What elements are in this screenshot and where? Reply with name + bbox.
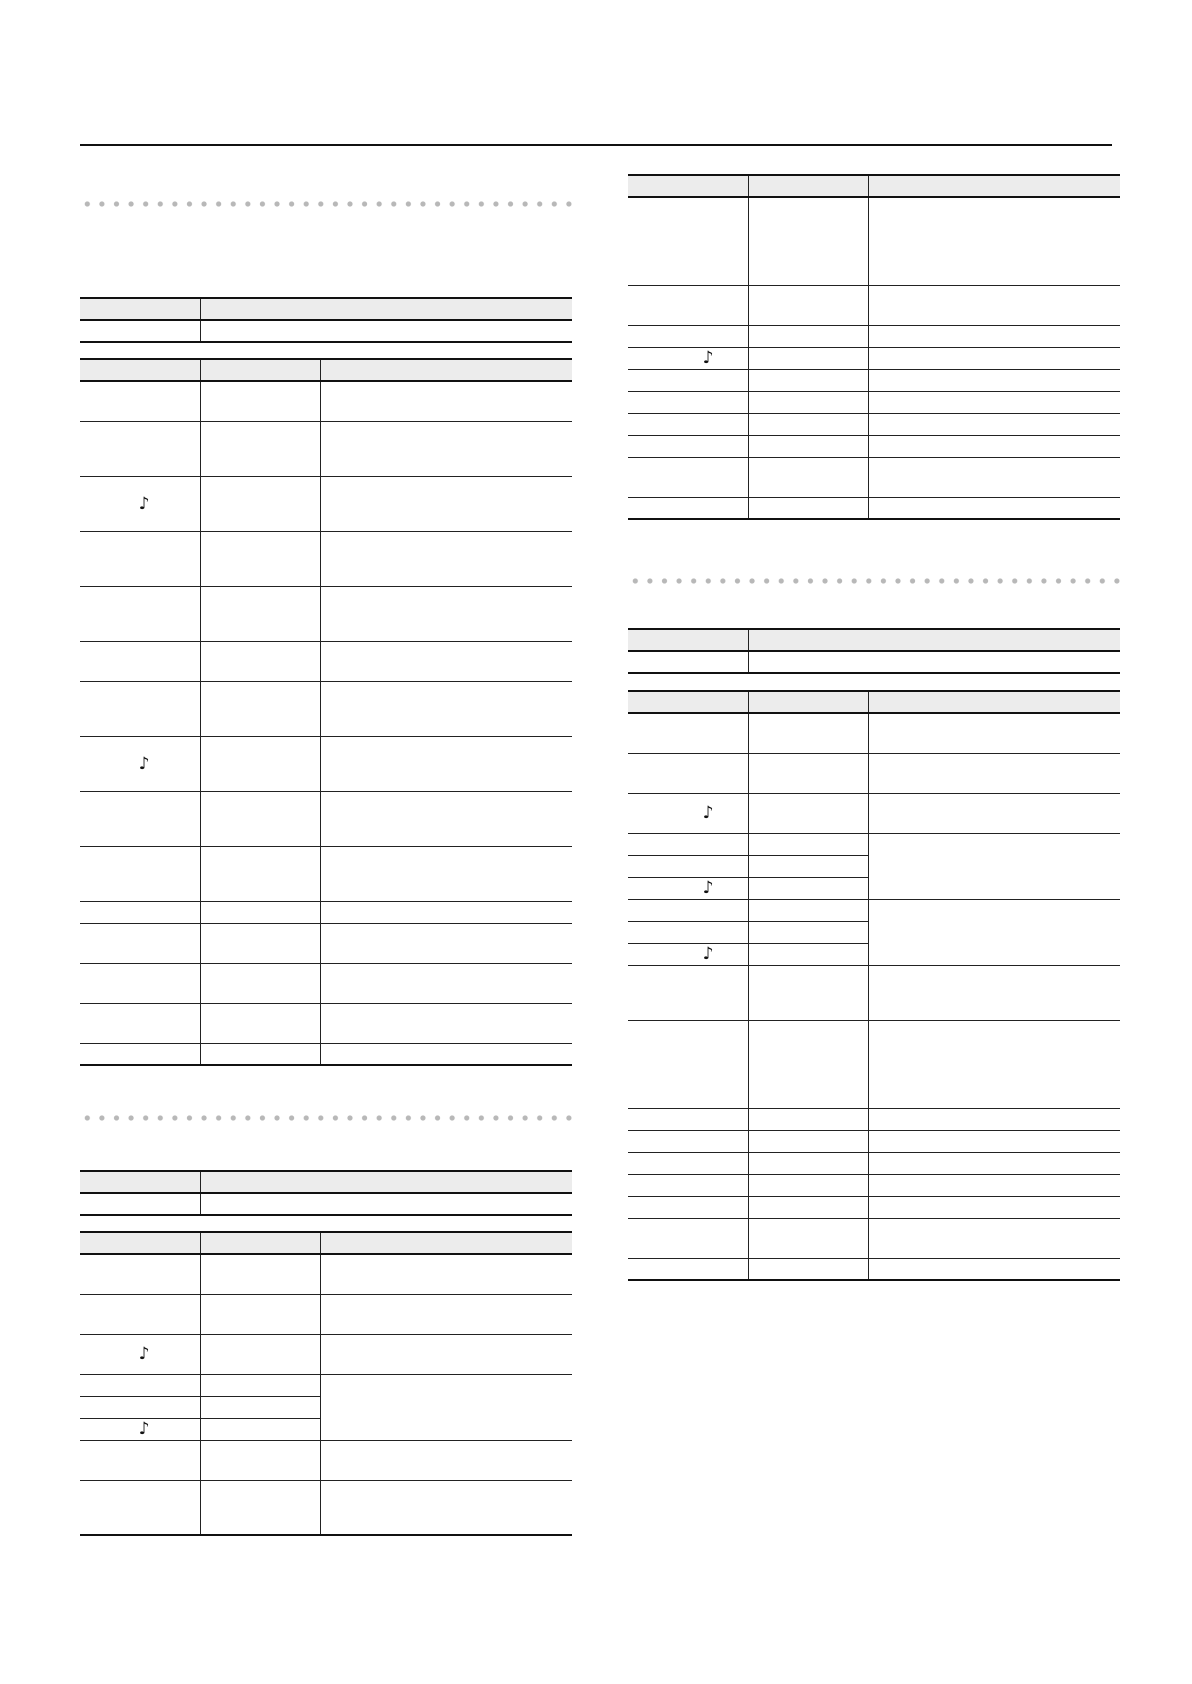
table-row xyxy=(628,1020,1120,1108)
table-row xyxy=(80,421,572,476)
note-icon: ♪ xyxy=(138,1344,150,1364)
table-row xyxy=(628,793,1120,833)
note-icon: ♪ xyxy=(702,803,714,823)
table-row xyxy=(628,413,1120,435)
section-divider-3 xyxy=(628,578,1120,584)
table-row xyxy=(628,391,1120,413)
table-row xyxy=(80,641,572,681)
table-row xyxy=(80,901,572,923)
table-row xyxy=(80,1294,572,1334)
table-row xyxy=(80,736,572,791)
table-row xyxy=(628,347,1120,369)
table-row xyxy=(628,1174,1120,1196)
parameter-table-3 xyxy=(628,174,1120,520)
table-row xyxy=(628,435,1120,457)
header-cell xyxy=(200,1171,572,1193)
table-row xyxy=(80,681,572,736)
table-cell xyxy=(80,1193,200,1215)
table-row xyxy=(628,497,1120,519)
table-row xyxy=(80,1374,572,1396)
table-cell xyxy=(80,320,200,342)
table-row xyxy=(80,923,572,963)
table-row xyxy=(628,457,1120,497)
table-cell xyxy=(628,651,748,673)
table-row xyxy=(80,1440,572,1480)
section-divider-2 xyxy=(80,1115,572,1121)
parameter-table-2 xyxy=(80,1231,572,1536)
note-icon: ♪ xyxy=(702,878,714,898)
table-row xyxy=(80,1254,572,1294)
note-icon: ♪ xyxy=(702,348,714,368)
table-cell xyxy=(200,320,572,342)
header-cell xyxy=(200,359,320,381)
table-row xyxy=(80,1003,572,1043)
header-cell xyxy=(80,359,200,381)
table-row xyxy=(628,1258,1120,1280)
table-row xyxy=(628,899,1120,921)
table-row xyxy=(80,791,572,846)
table-row xyxy=(80,1480,572,1535)
note-icon: ♪ xyxy=(138,493,150,514)
note-icon: ♪ xyxy=(138,753,150,774)
parameter-table-1 xyxy=(80,358,572,1066)
header-cell xyxy=(200,298,572,320)
table-row xyxy=(80,846,572,901)
table-row xyxy=(628,833,1120,855)
parameter-table-4 xyxy=(628,690,1120,1281)
table-row xyxy=(628,1108,1120,1130)
table-cell xyxy=(200,1193,572,1215)
table-row xyxy=(628,285,1120,325)
table-row xyxy=(628,325,1120,347)
table-row xyxy=(80,586,572,641)
table-row xyxy=(628,1130,1120,1152)
effect-type-table-3 xyxy=(628,628,1120,674)
note-icon: ♪ xyxy=(138,1419,150,1439)
table-row xyxy=(628,753,1120,793)
table-row xyxy=(80,963,572,1003)
effect-type-table-2 xyxy=(80,1170,572,1216)
table-row xyxy=(628,965,1120,1020)
table-row xyxy=(80,381,572,421)
effect-type-table-1 xyxy=(80,297,572,343)
table-row xyxy=(628,197,1120,285)
table-row xyxy=(80,1043,572,1065)
table-row xyxy=(628,369,1120,391)
page-header-rule xyxy=(80,144,1112,146)
note-icon: ♪ xyxy=(702,944,714,964)
header-cell xyxy=(80,1171,200,1193)
table-row xyxy=(80,1334,572,1374)
section-divider-1 xyxy=(80,201,572,207)
table-row xyxy=(80,531,572,586)
table-row xyxy=(628,1152,1120,1174)
table-cell xyxy=(748,651,1120,673)
header-cell xyxy=(80,298,200,320)
table-row xyxy=(80,476,572,531)
table-row xyxy=(628,1196,1120,1218)
table-row xyxy=(628,1218,1120,1258)
header-cell xyxy=(320,359,572,381)
table-row xyxy=(628,713,1120,753)
